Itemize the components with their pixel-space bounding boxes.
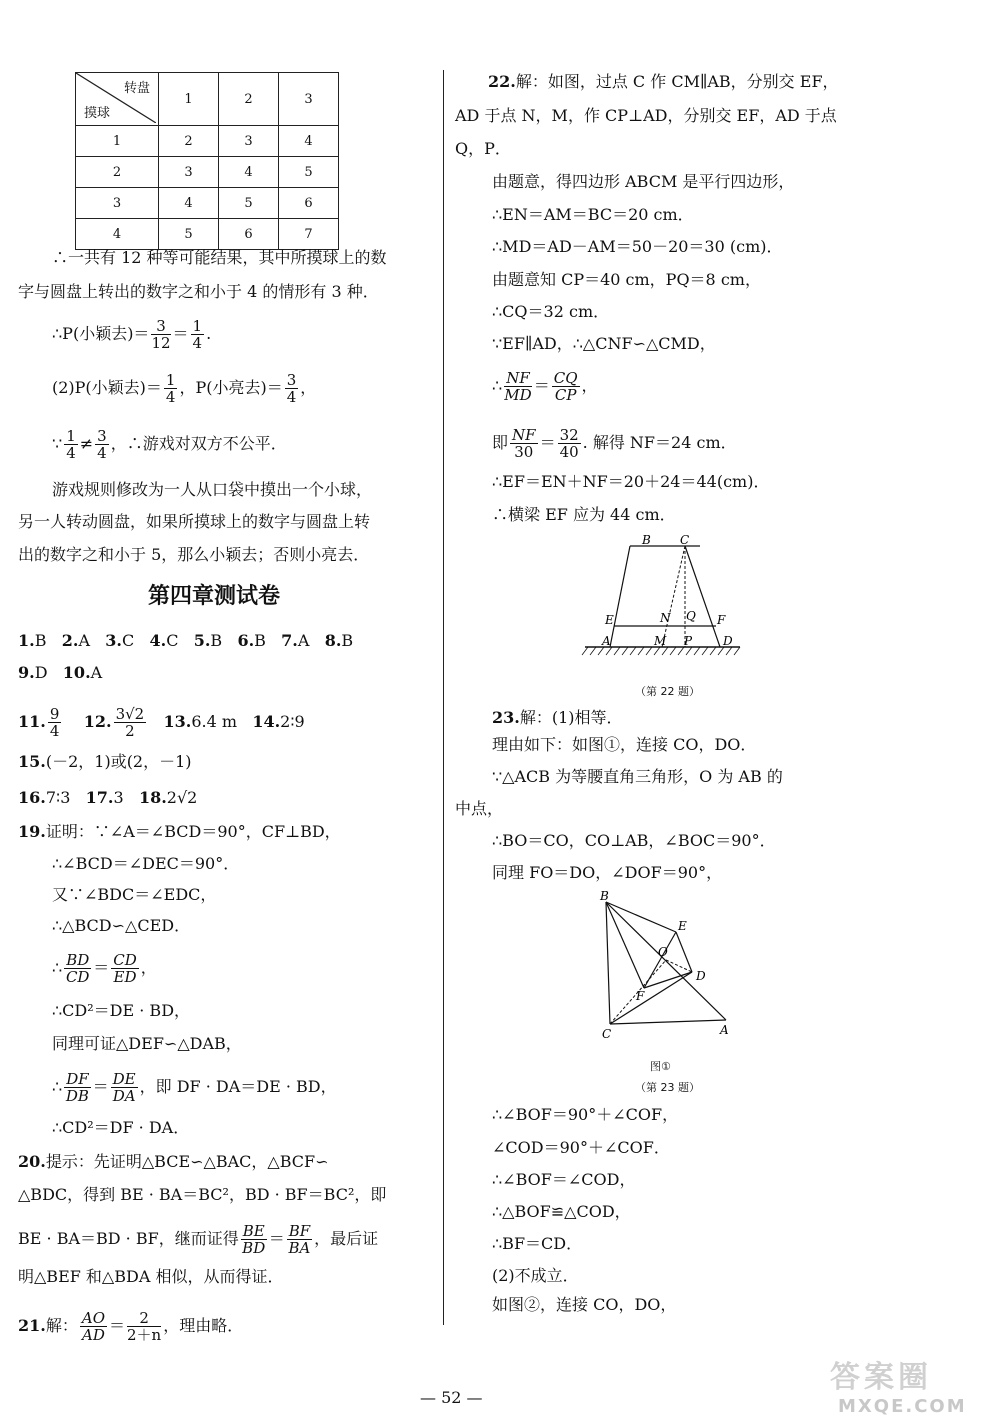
fraction xyxy=(114,706,147,739)
numerator: 1 xyxy=(165,371,176,389)
table-row xyxy=(76,219,339,250)
answer: A xyxy=(78,631,90,650)
eq-text: ，∴游戏对双方不公平． xyxy=(110,434,287,453)
watermark-logo xyxy=(830,1352,990,1417)
fig23-label: O xyxy=(658,945,668,959)
denominator: DA xyxy=(112,1087,136,1105)
table-col-header: 3 xyxy=(279,73,339,126)
equation-line xyxy=(52,428,287,461)
text-line: 理由如下：如图①，连接 CO，DO． xyxy=(492,735,757,754)
eq-text: ∴P(小颖去)＝ xyxy=(52,324,150,343)
denominator: 4 xyxy=(97,444,107,462)
fig22-label: Q xyxy=(686,609,696,623)
table-col-header: 1 xyxy=(159,73,219,126)
denominator: 12 xyxy=(151,334,171,352)
fraction xyxy=(151,318,170,351)
answer: D xyxy=(34,663,48,682)
fraction xyxy=(164,372,178,405)
denominator: BA xyxy=(288,1239,311,1257)
fig22-label: P xyxy=(684,634,693,648)
table-col-header: 2 xyxy=(219,73,279,126)
table-row xyxy=(76,157,339,188)
numerator: BF xyxy=(288,1222,311,1240)
fig22-label: B xyxy=(642,533,651,547)
fraction xyxy=(80,1310,107,1343)
denominator: 2 xyxy=(125,722,135,740)
q-num: 2. xyxy=(61,631,79,650)
probability-table xyxy=(75,72,339,250)
page-number: — 52 — xyxy=(420,1388,483,1407)
q-num: 12. xyxy=(83,712,112,731)
numerator: 2 xyxy=(127,1310,161,1327)
q-num: 10. xyxy=(62,663,91,682)
text-line: Q，P． xyxy=(455,139,511,158)
text-line: ∵△ACB 为等腰直角三角形，O 为 AB 的 xyxy=(492,767,783,786)
text-line: ∴BO＝CO，CO⊥AB，∠BOC＝90°． xyxy=(492,831,776,850)
watermark-bottom: MXQE.COM xyxy=(838,1396,967,1417)
fraction xyxy=(48,706,62,739)
q-num: 15. xyxy=(18,752,46,771)
table-cell: 5 xyxy=(279,157,339,188)
q-num: 21. xyxy=(18,1316,46,1335)
denominator: 4 xyxy=(192,334,203,352)
denominator: CP xyxy=(554,386,577,404)
answer-line xyxy=(18,661,102,685)
eq-text: . xyxy=(206,324,212,343)
answer: A xyxy=(297,631,310,650)
text-line: ∴CD²＝DF · DA． xyxy=(52,1118,190,1137)
q-num: 8. xyxy=(324,631,342,650)
table-row-label: 2 xyxy=(76,157,159,188)
table-cell: 6 xyxy=(219,219,279,250)
fig22-label: A xyxy=(602,634,611,648)
table-cell: 4 xyxy=(279,126,339,157)
fig23-label: F xyxy=(636,989,645,1003)
table-cell: 3 xyxy=(219,126,279,157)
eq-text: ，P(小亮去)＝ xyxy=(179,378,283,397)
text-line: 同理可证△DEF∽△DAB， xyxy=(52,1034,242,1053)
fig22-label: M xyxy=(654,634,667,648)
eq-text: ，理由略． xyxy=(163,1316,244,1335)
fig22-label: N xyxy=(660,611,671,625)
text-line xyxy=(492,706,623,730)
eq-text: ∴ xyxy=(492,376,503,395)
text-line: 又∵∠BDC＝∠EDC， xyxy=(52,885,217,904)
eq-text: . 解得 NF＝24 cm． xyxy=(582,433,737,452)
table-row-label: 3 xyxy=(76,188,159,219)
figure-22-caption: （第 22 题） xyxy=(635,685,700,698)
text: 解：(1)相等． xyxy=(519,708,623,727)
text-line: ∴CD²＝DE · BD， xyxy=(52,1001,191,1020)
q-num: 3. xyxy=(105,631,122,650)
text-line: 出的数字之和小于 5，那么小颖去；否则小亮去． xyxy=(18,545,370,564)
table-row-label: 4 xyxy=(76,219,159,250)
q-num: 22. xyxy=(488,72,516,91)
text-line: 由题意知 CP＝40 cm，PQ＝8 cm， xyxy=(492,270,761,289)
eq-text: ，最后证 xyxy=(314,1229,379,1248)
answer: 3 xyxy=(113,788,124,807)
text-line: ∴△BOF≌△COD， xyxy=(492,1202,631,1221)
table-cell: 7 xyxy=(279,219,339,250)
numerator: 3 xyxy=(286,371,297,389)
eq-text: ∵ xyxy=(52,434,63,453)
answer: B xyxy=(341,631,354,650)
text: 证明：∵∠A＝∠BCD＝90°，CF⊥BD， xyxy=(45,822,341,841)
answer: 2∶9 xyxy=(280,712,305,731)
text-line: 明△BEF 和△BDA 相似，从而得证． xyxy=(18,1267,284,1286)
table-cell: 5 xyxy=(219,188,279,219)
answer-line xyxy=(18,750,192,774)
denominator: 4 xyxy=(49,722,60,740)
eq-text: 解： xyxy=(45,1316,78,1335)
q-num: 7. xyxy=(281,631,298,650)
numerator: CQ xyxy=(553,369,578,387)
figure-23-caption: （第 23 题） xyxy=(635,1081,700,1094)
denominator: CD xyxy=(65,968,90,986)
eq-text: (2)P(小颖去)＝ xyxy=(52,378,162,397)
table-cell: 3 xyxy=(159,157,219,188)
numerator: 1 xyxy=(192,317,203,335)
table-cell: 5 xyxy=(159,219,219,250)
q-num: 19. xyxy=(18,822,46,841)
denominator: ED xyxy=(113,968,137,986)
table-row-label: 1 xyxy=(76,126,159,157)
eq-text: BE · BA＝BD · BF，继而证得 xyxy=(18,1229,239,1248)
watermark-top: 答案圈 xyxy=(830,1360,932,1395)
numerator: AO xyxy=(81,1309,105,1327)
eq-text: ， xyxy=(581,376,598,395)
fig23-label: C xyxy=(602,1027,612,1041)
fraction xyxy=(241,1223,267,1256)
table-corner-cell xyxy=(76,73,159,126)
denominator: 4 xyxy=(165,388,176,406)
denominator: 2＋n xyxy=(127,1326,162,1344)
q-num: 18. xyxy=(138,788,167,807)
fraction xyxy=(111,952,139,985)
fraction xyxy=(64,1071,90,1104)
eq-text: ≠ xyxy=(79,434,94,453)
table-header-bottom: 摸球 xyxy=(84,106,111,121)
fig23-label: B xyxy=(600,889,609,903)
numerator: BD xyxy=(66,951,90,969)
numerator: BE xyxy=(242,1222,265,1240)
fraction xyxy=(127,1310,161,1343)
fig22-label: F xyxy=(717,613,726,627)
fraction xyxy=(111,1071,138,1104)
text-line: ∵EF∥AD，∴△CNF∽△CMD， xyxy=(492,334,716,353)
answer: B xyxy=(254,631,266,650)
eq-text: ＝ xyxy=(172,324,189,343)
denominator: DB xyxy=(65,1087,89,1105)
eq-text: ∴ xyxy=(52,958,63,977)
text-line: ∴∠BOF＝90°＋∠COF， xyxy=(492,1105,679,1124)
text-line: ∴EF＝EN＋NF＝20＋24＝44(cm)． xyxy=(492,472,770,491)
answer-line xyxy=(18,786,197,810)
numerator: 3 xyxy=(97,427,107,445)
q-num: 20. xyxy=(18,1152,46,1171)
answer-line xyxy=(18,629,353,653)
equation-line xyxy=(52,318,211,351)
text-line: 另一人转动圆盘，如果所摸球上的数字与圆盘上转 xyxy=(18,512,371,531)
q-num: 23. xyxy=(492,708,520,727)
text-line: ∴∠BOF＝∠COD， xyxy=(492,1170,636,1189)
answer: A xyxy=(90,663,103,682)
answer-line xyxy=(18,706,305,739)
fig23-label: A xyxy=(720,1023,729,1037)
numerator: 3√2 xyxy=(115,705,145,723)
numerator: NF xyxy=(506,369,530,387)
equation-line: 21.解： $\frac{AO}{AD}$ ＝ $\frac{2}{2+n}$ ，理由略． xyxy=(18,1309,244,1344)
text-line: 游戏规则修改为一人从口袋中摸出一个小球， xyxy=(52,480,373,499)
q-num: 4. xyxy=(149,631,167,650)
fig22-label: C xyxy=(680,533,690,547)
text-line: ∴△BCD∽△CED． xyxy=(52,916,191,935)
text-line: 由题意，得四边形 ABCM 是平行四边形， xyxy=(492,172,795,191)
denominator: 4 xyxy=(286,388,297,406)
text: 提示：先证明△BCE∽△BAC，△BCF∽ xyxy=(45,1152,329,1171)
equation-line: 即 $\frac{NF}{30}$ ＝ $\frac{32}{40}$ . 解得 NF＝24 cm． xyxy=(492,426,737,461)
q-num: 1. xyxy=(18,631,35,650)
text-line: 同理 FO＝DO，∠DOF＝90°， xyxy=(492,863,723,882)
numerator: DE xyxy=(112,1070,136,1088)
numerator: 1 xyxy=(66,427,76,445)
denominator: 30 xyxy=(514,443,534,461)
table-cell: 6 xyxy=(279,188,339,219)
table-cell: 4 xyxy=(219,157,279,188)
equation-line: ∴ $\frac{DF}{DB}$ ＝ $\frac{DE}{DA}$ ，即 DF · DA＝DE · BD， xyxy=(52,1070,337,1105)
fraction xyxy=(558,427,581,460)
numerator: 32 xyxy=(559,426,579,444)
q-num: 14. xyxy=(252,712,281,731)
text-line xyxy=(488,70,839,94)
text-line: (2)不成立． xyxy=(492,1266,579,1285)
numerator: NF xyxy=(512,426,536,444)
answer: C xyxy=(166,631,179,650)
numerator: 3 xyxy=(151,318,170,335)
equation-line: ∴ $\frac{BD}{CD}$ ＝ $\frac{CD}{ED}$ ， xyxy=(52,951,157,986)
fig23-label: D xyxy=(696,969,706,983)
text-line: 中点， xyxy=(455,799,504,818)
equation-line: ∴ $\frac{NF}{MD}$ ＝ $\frac{CQ}{CP}$ ， xyxy=(492,369,598,404)
text-line: ∴BF＝CD． xyxy=(492,1234,583,1253)
eq-text: ， xyxy=(140,958,157,977)
answer: B xyxy=(34,631,47,650)
text-line xyxy=(18,1150,329,1174)
chapter-title: 第四章测试卷 xyxy=(148,584,281,609)
numerator: 9 xyxy=(49,705,60,723)
text-line: 如图②，连接 CO，DO， xyxy=(492,1295,677,1314)
eq-text: ， xyxy=(300,378,317,397)
eq-text: ∴ xyxy=(52,1077,63,1096)
fig22-label: E xyxy=(605,613,614,627)
text-line: ∴一共有 12 种等可能结果，其中所摸球上的数 xyxy=(52,248,387,267)
fraction xyxy=(287,1223,312,1256)
fig23-label: E xyxy=(678,919,687,933)
denominator: MD xyxy=(504,386,532,404)
answer: 6.4 m xyxy=(191,712,238,731)
text-line: AD 于点 N，M，作 CP⊥AD，分别交 EF，AD 于点 xyxy=(455,106,837,125)
fraction xyxy=(64,952,91,985)
q-num: 16. xyxy=(18,788,46,807)
fraction xyxy=(510,427,538,460)
q-num: 5. xyxy=(193,631,211,650)
equation-line xyxy=(52,372,316,405)
q-num: 11. xyxy=(18,712,46,731)
table-cell: 4 xyxy=(159,188,219,219)
equation-line: BE · BA＝BD · BF，继而证得 $\frac{BE}{BD}$ ＝ $\frac{BF}{BA}$ ，最后证 xyxy=(18,1222,379,1257)
text-line: △BDC，得到 BE · BA＝BC²，BD · BF＝BC²，即 xyxy=(18,1185,387,1204)
fig22-label: D xyxy=(723,634,733,648)
fraction xyxy=(64,428,78,461)
figure-22-diagram xyxy=(580,532,750,664)
text: 解：如图，过点 C 作 CM∥AB，分别交 EF， xyxy=(515,72,839,91)
q-num: 6. xyxy=(237,631,255,650)
eq-text: ，即 DF · DA＝DE · BD， xyxy=(139,1077,337,1096)
text-line: ∴∠BCD＝∠DEC＝90°． xyxy=(52,854,240,873)
fraction xyxy=(552,370,580,403)
numerator: DF xyxy=(66,1070,89,1088)
answer: 2√2 xyxy=(166,788,198,807)
text-line: ∴CQ＝32 cm． xyxy=(492,302,610,321)
q-num: 13. xyxy=(163,712,192,731)
answer: 7∶3 xyxy=(45,788,71,807)
answer: C xyxy=(121,631,135,650)
q-num: 17. xyxy=(85,788,114,807)
column-divider xyxy=(443,70,444,1325)
numerator: CD xyxy=(113,951,137,969)
text-line xyxy=(18,820,341,844)
q-num: 9. xyxy=(18,663,35,682)
table-header-top: 转盘 xyxy=(123,81,150,96)
table-row xyxy=(76,188,339,219)
fraction xyxy=(285,372,299,405)
text-line: ∠COD＝90°＋∠COF． xyxy=(492,1138,670,1157)
denominator: AD xyxy=(82,1326,105,1344)
table-cell: 2 xyxy=(159,126,219,157)
fraction xyxy=(95,428,109,461)
figure-23-name: 图① xyxy=(650,1060,671,1073)
text-line: ∴EN＝AM＝BC＝20 cm． xyxy=(492,205,694,224)
denominator: 40 xyxy=(559,443,579,461)
text-line: ∴横梁 EF 应为 44 cm． xyxy=(492,505,676,524)
denominator: BD xyxy=(242,1239,266,1257)
eq-text: 即 xyxy=(492,433,509,452)
text-line: ∴MD＝AD－AM＝50－20＝30 (cm)． xyxy=(492,237,783,256)
fraction xyxy=(504,370,532,403)
table-row xyxy=(76,126,339,157)
text-line: 字与圆盘上转出的数字之和小于 4 的情形有 3 种． xyxy=(18,282,379,301)
denominator: 4 xyxy=(66,444,76,462)
fraction xyxy=(191,318,205,351)
figure-23-diagram xyxy=(594,888,744,1044)
answer: (－2，1)或(2，－1) xyxy=(45,752,192,771)
answer: B xyxy=(210,631,223,650)
